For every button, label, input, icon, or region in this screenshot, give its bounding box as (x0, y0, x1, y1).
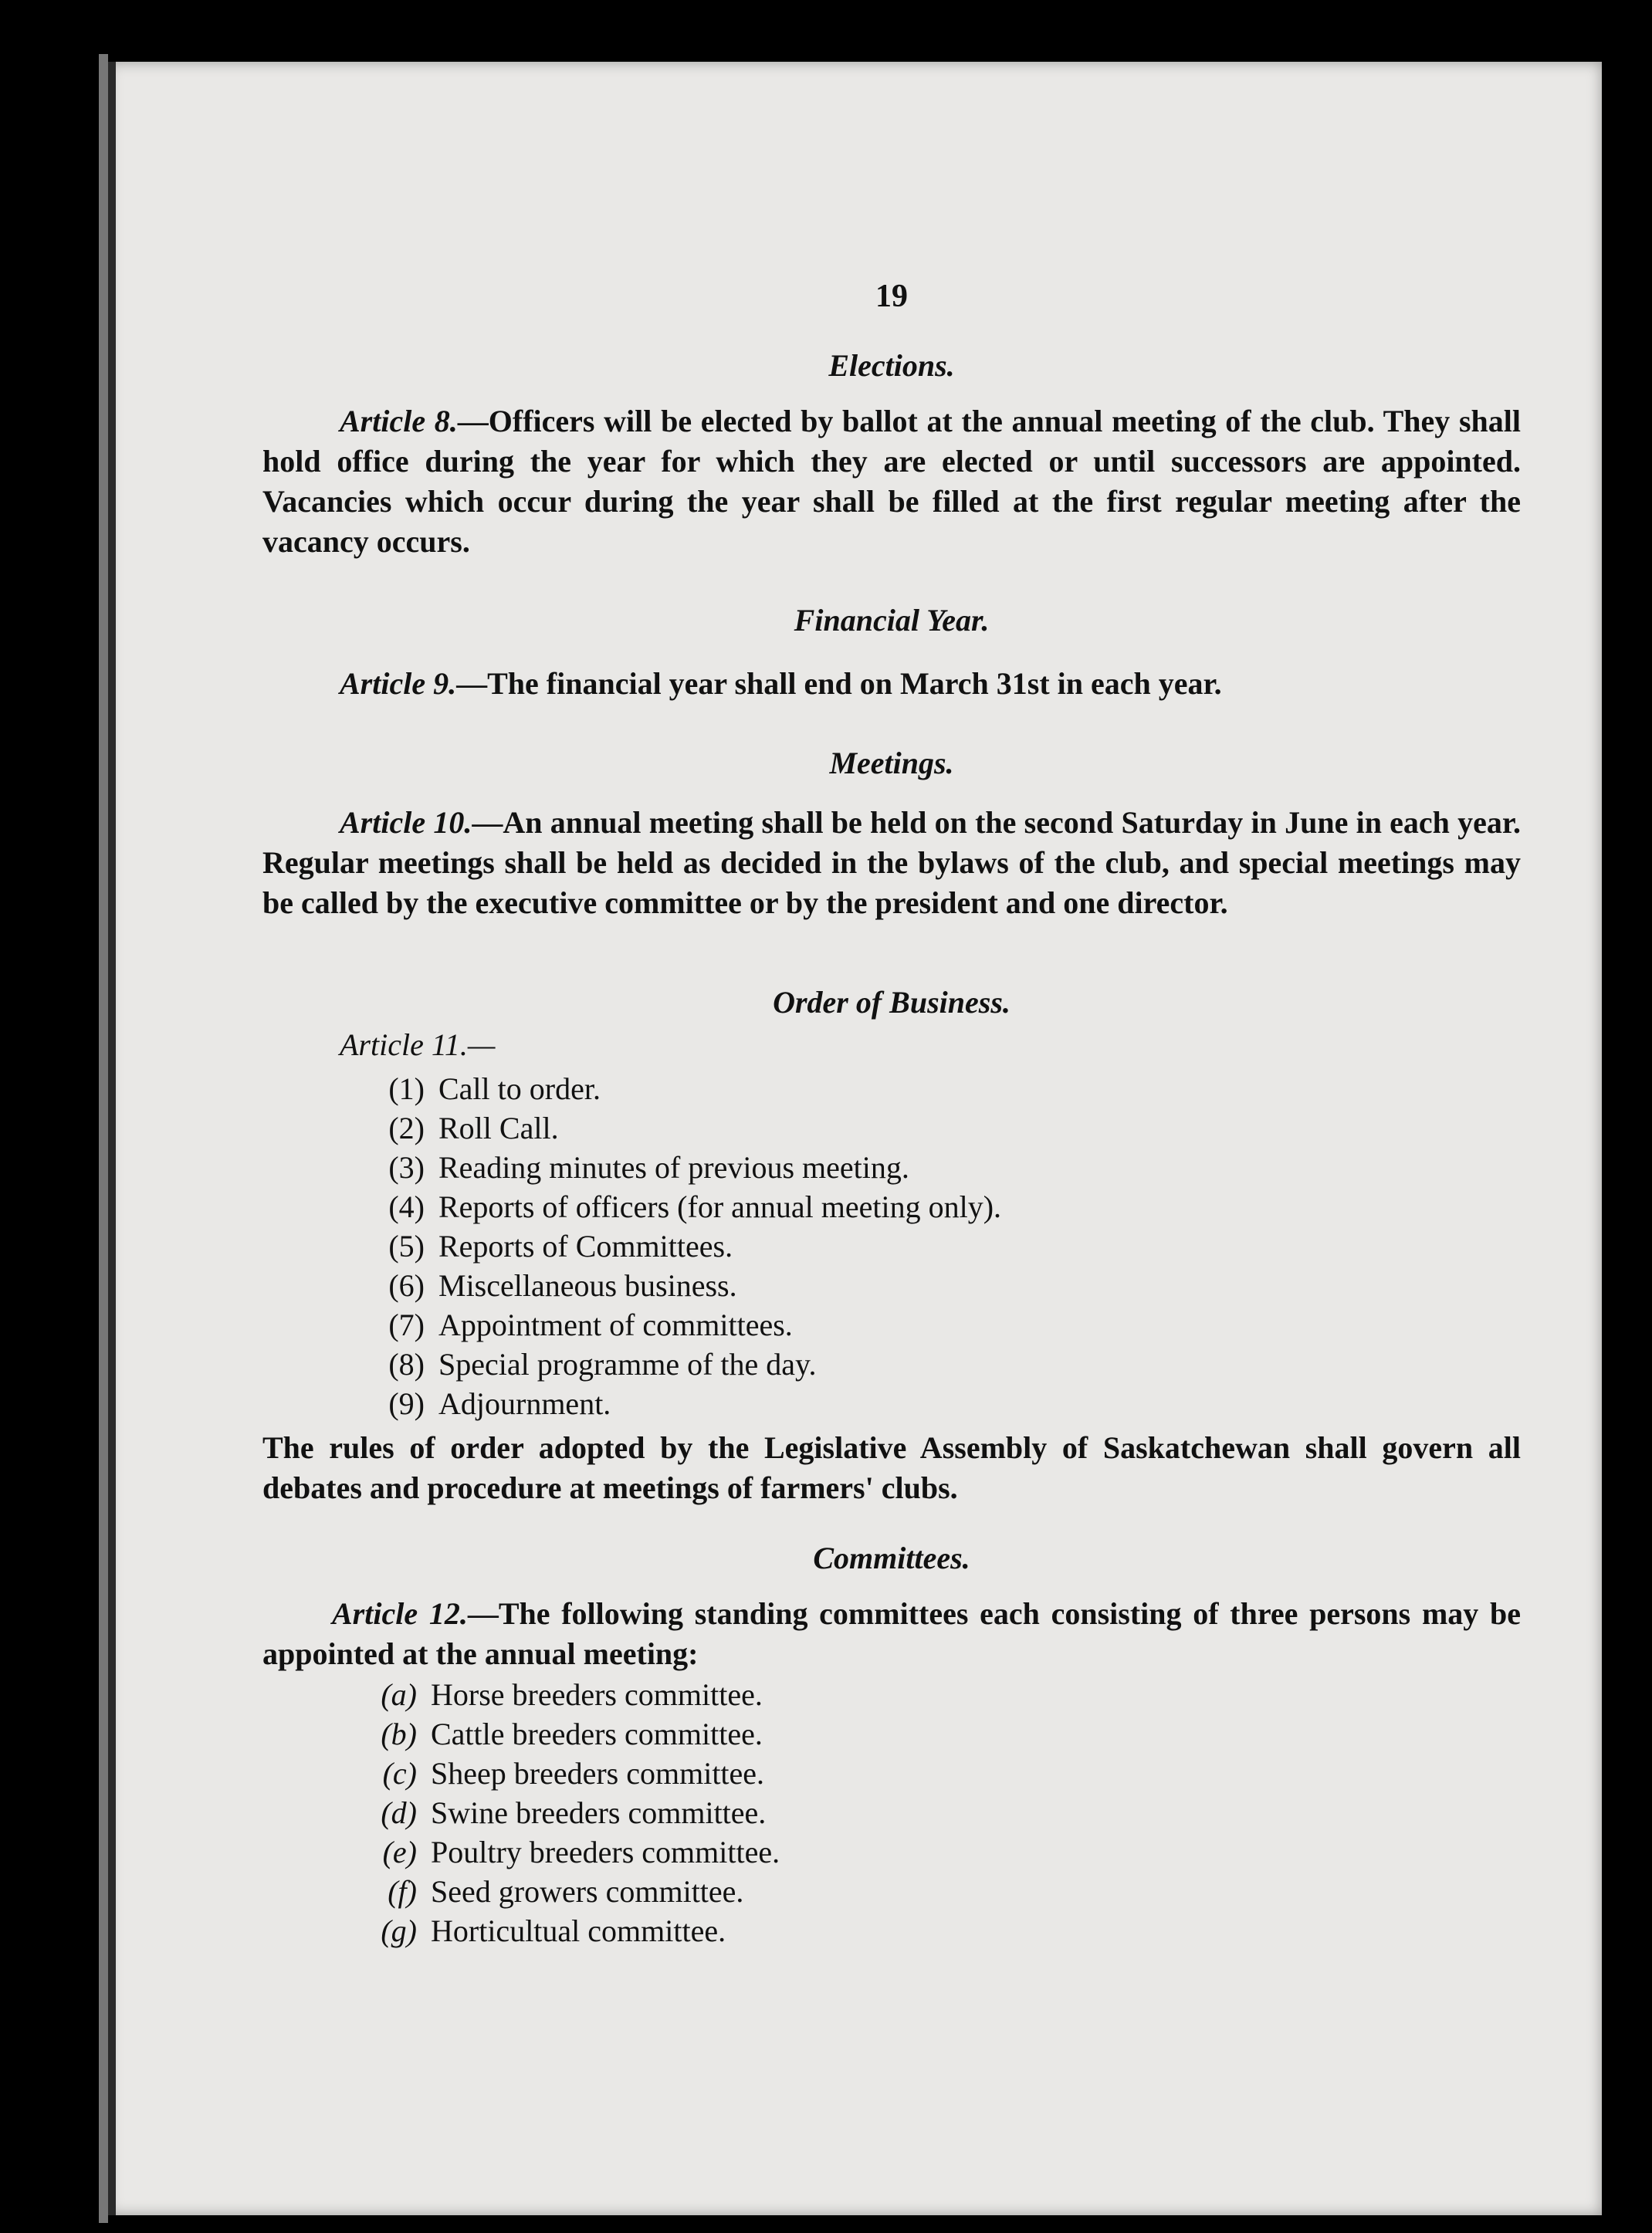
list-item-text: Special programme of the day. (438, 1347, 817, 1382)
list-marker: (3) (388, 1150, 425, 1185)
article-9-paragraph (262, 664, 1521, 704)
list-item (363, 1714, 780, 1754)
document-page (108, 62, 1602, 2215)
heading-financial-year: Financial Year. (794, 603, 990, 638)
list-marker: (8) (388, 1347, 425, 1382)
article-10-text: —An annual meeting shall be held on the second Saturday in June in each year. Regular meetings shall be held as decided in the bylaws of the club, and special meetings may be called by the executive committee or by the president and one director. (262, 805, 1521, 920)
order-of-business-list (371, 1069, 1001, 1423)
article-8-text: —Officers will be elected by ballot at the annual meeting of the club. They shall hold office during the year for which they are elected or until successors are appointed. Vacancies which occur during the year shall be filled at the first regular meeting after the vacancy occurs. (262, 404, 1522, 559)
list-item-text: Roll Call. (438, 1111, 559, 1145)
list-item-text: Call to order. (438, 1071, 601, 1106)
list-item-text: Reading minutes of previous meeting. (438, 1150, 909, 1185)
list-item (371, 1345, 1001, 1384)
article-12-text: —The following standing committees each consisting of three persons may be appointed at the annual meeting: (262, 1596, 1521, 1671)
page-number: 19 (875, 279, 908, 314)
article-12-label: Article 12. (332, 1596, 468, 1631)
list-marker: (9) (388, 1386, 425, 1421)
list-marker: (5) (388, 1229, 425, 1264)
list-item (363, 1832, 780, 1872)
article-10-label: Article 10. (340, 805, 472, 840)
list-marker: (2) (388, 1111, 425, 1145)
article-9-label: Article 9. (340, 666, 457, 701)
list-item (371, 1108, 1001, 1148)
list-item-text: Adjournment. (438, 1386, 611, 1421)
list-item (363, 1675, 780, 1714)
list-item (363, 1911, 780, 1950)
article-8-paragraph (262, 401, 1521, 562)
list-item (363, 1754, 780, 1793)
article-9-text: —The financial year shall end on March 31st in each year. (456, 666, 1222, 701)
list-marker: (c) (382, 1756, 417, 1791)
list-item (371, 1266, 1001, 1305)
list-item (363, 1793, 780, 1832)
list-marker: (b) (381, 1717, 417, 1751)
list-item (371, 1069, 1001, 1108)
rules-of-order-paragraph: The rules of order adopted by the Legislative Assembly of Saskatchewan shall govern all debates and procedure at meetings of farmers' clubs. (262, 1430, 1521, 1505)
heading-committees: Committees. (813, 1541, 970, 1575)
article-8-label: Article 8. (340, 404, 458, 438)
list-item-text: Horse breeders committee. (431, 1677, 763, 1712)
list-item (371, 1226, 1001, 1266)
list-marker: (e) (382, 1835, 417, 1869)
list-marker: (a) (381, 1677, 417, 1712)
heading-order-of-business: Order of Business. (773, 985, 1010, 1020)
list-item (371, 1187, 1001, 1226)
list-marker: (g) (381, 1913, 417, 1948)
heading-meetings: Meetings. (829, 746, 954, 780)
list-item-text: Miscellaneous business. (438, 1268, 737, 1303)
list-marker: (6) (388, 1268, 425, 1303)
list-item (371, 1305, 1001, 1345)
list-item-text: Appointment of committees. (438, 1308, 793, 1342)
article-12-paragraph (262, 1594, 1521, 1674)
page-edge (108, 62, 116, 2215)
list-marker: (4) (388, 1189, 425, 1224)
list-item-text: Reports of Committees. (438, 1229, 733, 1264)
list-item-text: Poultry breeders committee. (431, 1835, 780, 1869)
list-item (371, 1148, 1001, 1187)
list-marker: (1) (388, 1071, 425, 1106)
list-item-text: Swine breeders committee. (431, 1795, 767, 1830)
list-item-text: Horticultual committee. (431, 1913, 726, 1948)
list-item-text: Sheep breeders committee. (431, 1756, 765, 1791)
list-item-text: Cattle breeders committee. (431, 1717, 763, 1751)
article-11-label: Article 11.— (340, 1027, 496, 1062)
book-spine (99, 54, 108, 2223)
list-marker: (d) (381, 1795, 417, 1830)
article-10-paragraph (262, 803, 1521, 923)
list-item (371, 1384, 1001, 1423)
committees-list (363, 1675, 780, 1950)
list-item (363, 1872, 780, 1911)
list-item-text: Reports of officers (for annual meeting only). (438, 1189, 1002, 1224)
list-marker: (f) (388, 1874, 417, 1909)
list-marker: (7) (388, 1308, 425, 1342)
list-item-text: Seed growers committee. (431, 1874, 744, 1909)
heading-elections: Elections. (828, 348, 955, 383)
